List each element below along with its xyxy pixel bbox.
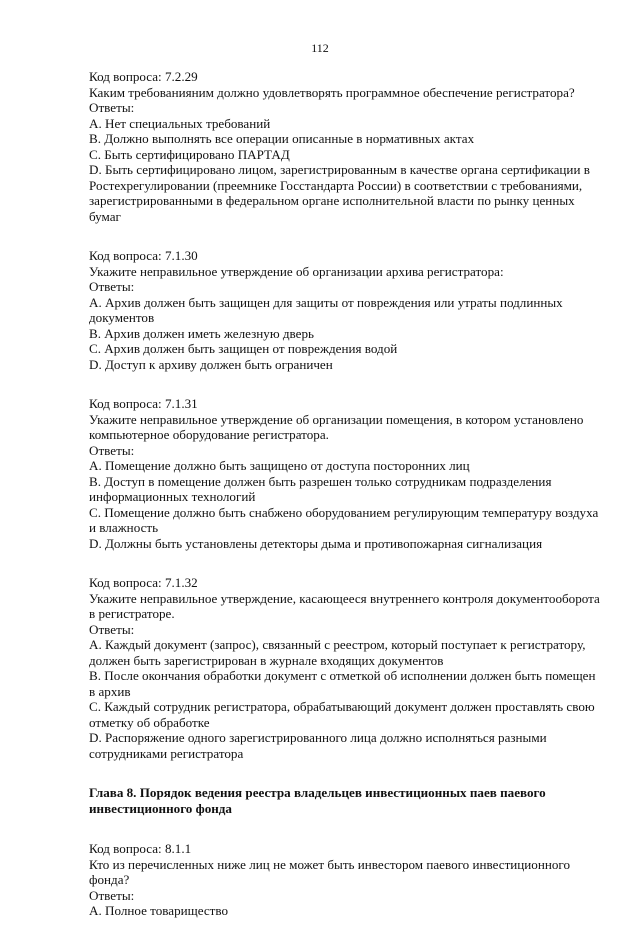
question-text-continued: в регистраторе.: [89, 606, 175, 621]
answer-c: C. Архив должен быть защищен от повреждения водой: [89, 341, 398, 356]
answer-a: A. Нет специальных требований: [89, 115, 271, 131]
answers-label: Ответы:: [89, 621, 135, 637]
answer-b-continued: в архив: [89, 683, 131, 699]
question-text-continued: компьютерное оборудование регистратора.: [89, 427, 329, 442]
answer-a-continued: должен быть зарегистрирован в журнале входящих документов: [89, 652, 444, 668]
question-7-2-29: [89, 69, 604, 224]
answer-a-continued: документов: [89, 310, 155, 325]
question-code: Код вопроса: 7.1.30: [89, 248, 198, 263]
question-8-1-1: [89, 841, 604, 919]
question-7-1-30: [89, 248, 604, 372]
answer-b: B. После окончания обработки документ с отметкой об исполнении должен быть помещен: [89, 668, 596, 683]
answer-c: C. Помещение должно быть снабжено оборудованием регулирующим температуру воздуха: [89, 504, 599, 520]
answer-b: B. Архив должен иметь железную дверь: [89, 325, 314, 341]
answer-b-continued: информационных технологий: [89, 489, 256, 504]
answer-d-continued: Ростехрегулировании (преемнике Госстандарта России) в соответствии с требованиями,: [89, 177, 583, 193]
question-code: Код вопроса: 7.1.31: [89, 396, 198, 411]
question-7-1-32: [89, 575, 604, 761]
answer-b: B. Доступ в помещение должен быть разрешен только сотрудникам подразделения: [89, 473, 552, 489]
chapter-heading-line: инвестиционного фонда: [89, 801, 232, 816]
answer-d: D. Доступ к архиву должен быть ограничен: [89, 356, 333, 372]
answer-c: C. Каждый сотрудник регистратора, обрабатывающий документ должен проставлять свою: [89, 699, 595, 714]
question-text: Кто из перечисленных ниже лиц не может быть инвестором паевого инвестиционного: [89, 856, 571, 872]
answer-d: D. Должны быть установлены детекторы дыма и противопожарная сигнализация: [89, 535, 543, 551]
question-text: Укажите неправильное утверждение об организации архива регистратора:: [89, 263, 504, 279]
question-7-1-31: [89, 396, 604, 551]
answer-a: A. Полное товарищество: [89, 903, 229, 918]
answer-b: B. Должно выполнять все операции описанные в нормативных актах: [89, 131, 475, 146]
answers-label: Ответы:: [89, 442, 135, 458]
answer-d-continued: бумаг: [89, 208, 121, 224]
chapter-heading-line: Глава 8. Порядок ведения реестра владельцев инвестиционных паев паевого: [89, 785, 546, 800]
answers-label: Ответы:: [89, 100, 135, 115]
question-text: Каким требованияним должно удовлетворять программное обеспечение регистратора?: [89, 84, 575, 100]
answer-a: A. Помещение должно быть защищено от доступа посторонних лиц: [89, 458, 470, 473]
question-code: Код вопроса: 8.1.1: [89, 841, 192, 856]
question-text: Укажите неправильное утверждение, касающееся внутреннего контроля документооборота: [89, 590, 600, 606]
answers-label: Ответы:: [89, 279, 135, 294]
answer-a: A. Архив должен быть защищен для защиты от повреждения или утраты подлинных: [89, 294, 563, 310]
question-text: Укажите неправильное утверждение об организации помещения, в котором установлено: [89, 411, 584, 427]
question-text-continued: фонда?: [89, 872, 130, 887]
answer-d: D. Быть сертифицировано лицом, зарегистрированным в качестве органа сертификации в: [89, 162, 590, 177]
answer-a: A. Каждый документ (запрос), связанный с реестром, который поступает к регистратору,: [89, 637, 586, 652]
answer-c-continued: отметку об обработке: [89, 714, 210, 730]
question-code: Код вопроса: 7.2.29: [89, 69, 198, 84]
question-code: Код вопроса: 7.1.32: [89, 575, 198, 590]
answer-d-continued: зарегистрированными в федеральном органе исполнительной власти по рынку ценных: [89, 193, 575, 208]
answer-d: D. Распоряжение одного зарегистрированного лица должно исполняться разными: [89, 730, 547, 745]
answer-c-continued: и влажность: [89, 520, 159, 535]
page-content: [89, 69, 604, 943]
answer-d-continued: сотрудниками регистратора: [89, 745, 244, 761]
chapter-heading: [89, 785, 604, 817]
page-number: 112: [311, 41, 329, 55]
answers-label: Ответы:: [89, 887, 135, 903]
answer-c: C. Быть сертифицировано ПАРТАД: [89, 146, 290, 162]
